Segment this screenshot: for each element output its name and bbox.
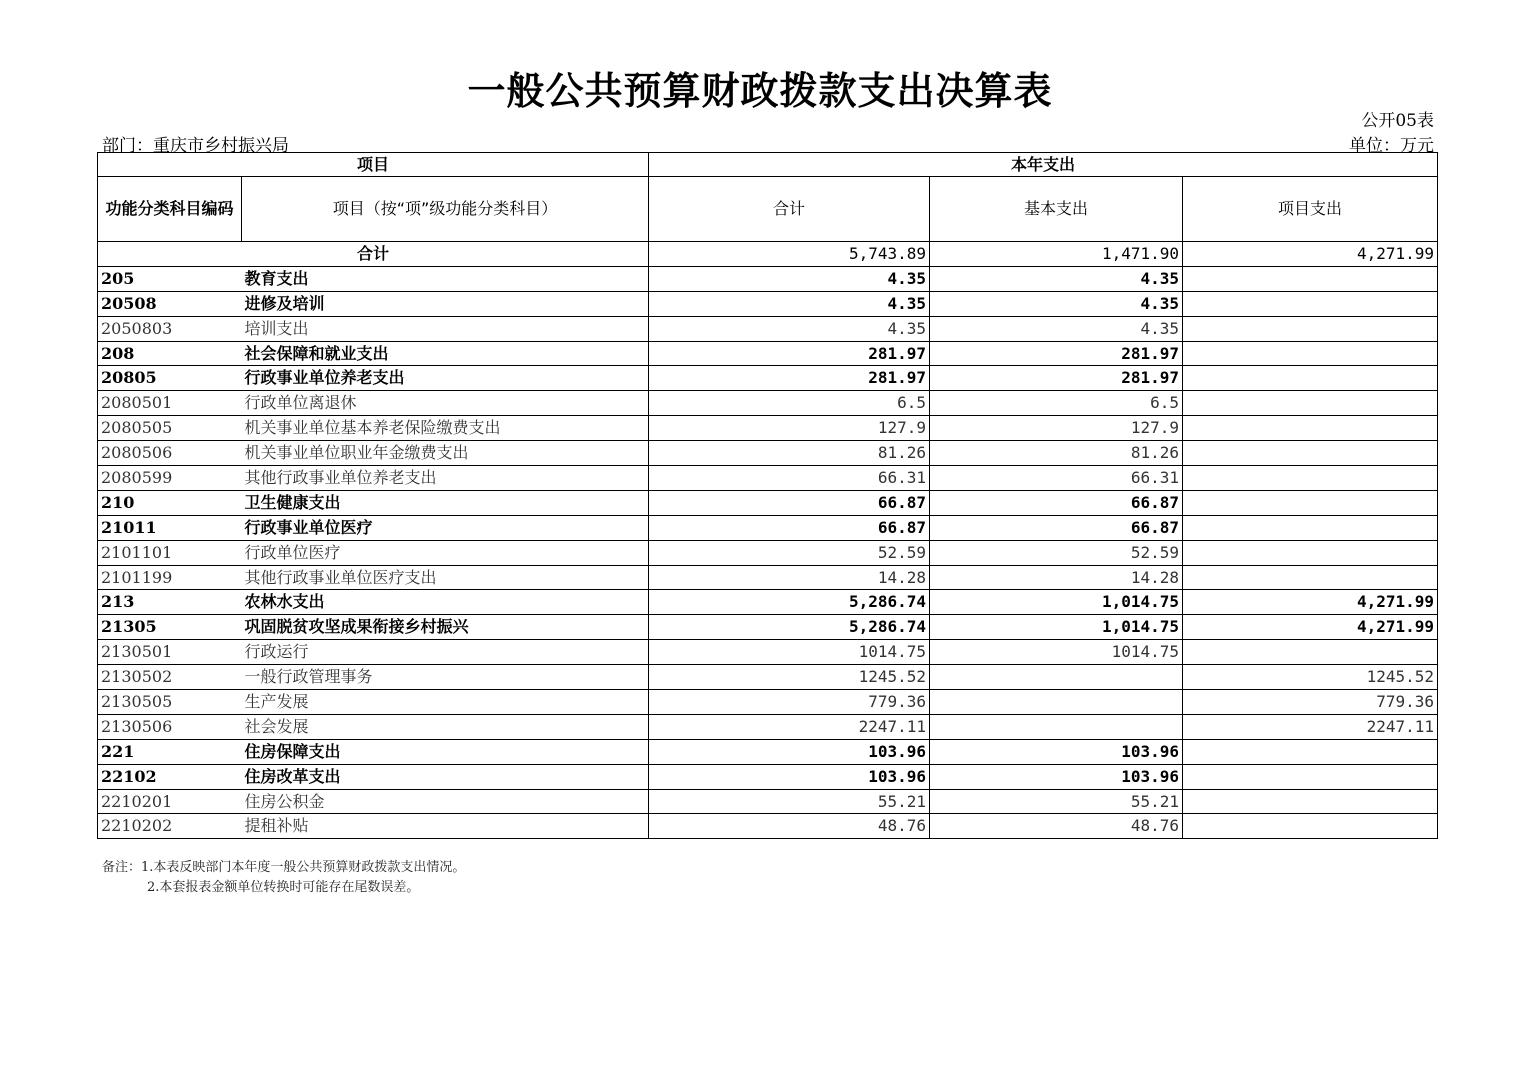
row-code: 221 <box>98 739 242 764</box>
row-name: 巩固脱贫攻坚成果衔接乡村振兴 <box>242 615 649 640</box>
row-basic: 66.31 <box>930 466 1183 491</box>
table-row <box>98 316 1438 341</box>
row-total: 5,286.74 <box>649 590 930 615</box>
table-row <box>98 266 1438 291</box>
row-total: 2247.11 <box>649 714 930 739</box>
note-2: 2.本套报表金额单位转换时可能存在尾数误差。 <box>147 880 420 895</box>
row-basic: 103.96 <box>930 764 1183 789</box>
row-project <box>1183 291 1438 316</box>
row-code: 20508 <box>98 291 242 316</box>
row-basic: 55.21 <box>930 789 1183 814</box>
row-name: 其他行政事业单位医疗支出 <box>242 565 649 590</box>
table-row <box>98 515 1438 540</box>
row-total: 66.87 <box>649 490 930 515</box>
row-name: 农林水支出 <box>242 590 649 615</box>
row-basic: 66.87 <box>930 490 1183 515</box>
row-code: 213 <box>98 590 242 615</box>
row-project <box>1183 739 1438 764</box>
row-code: 2210201 <box>98 789 242 814</box>
row-code: 210 <box>98 490 242 515</box>
row-code: 2101199 <box>98 565 242 590</box>
row-code: 2130505 <box>98 690 242 715</box>
row-project <box>1183 764 1438 789</box>
row-name: 住房保障支出 <box>242 739 649 764</box>
row-basic: 4.35 <box>930 266 1183 291</box>
row-name: 机关事业单位基本养老保险缴费支出 <box>242 416 649 441</box>
header-basic: 基本支出 <box>930 177 1183 242</box>
row-total: 66.87 <box>649 515 930 540</box>
header-total: 合计 <box>649 177 930 242</box>
row-total: 66.31 <box>649 466 930 491</box>
table-row <box>98 665 1438 690</box>
row-total: 1014.75 <box>649 640 930 665</box>
row-project: 2247.11 <box>1183 714 1438 739</box>
row-name: 生产发展 <box>242 690 649 715</box>
row-total: 6.5 <box>649 391 930 416</box>
row-project: 1245.52 <box>1183 665 1438 690</box>
row-project <box>1183 366 1438 391</box>
row-total: 81.26 <box>649 441 930 466</box>
row-project <box>1183 441 1438 466</box>
row-name: 行政事业单位养老支出 <box>242 366 649 391</box>
row-project <box>1183 316 1438 341</box>
row-code: 2130501 <box>98 640 242 665</box>
row-project <box>1183 814 1438 839</box>
row-code: 2080505 <box>98 416 242 441</box>
table-row <box>98 291 1438 316</box>
row-total: 1245.52 <box>649 665 930 690</box>
table-row <box>98 441 1438 466</box>
row-total: 48.76 <box>649 814 930 839</box>
table-row <box>98 615 1438 640</box>
row-code: 2080501 <box>98 391 242 416</box>
row-project <box>1183 640 1438 665</box>
row-total: 55.21 <box>649 789 930 814</box>
table-row <box>98 540 1438 565</box>
header-project-expense: 项目支出 <box>1183 177 1438 242</box>
row-project <box>1183 266 1438 291</box>
row-basic <box>930 665 1183 690</box>
row-project <box>1183 490 1438 515</box>
row-basic: 14.28 <box>930 565 1183 590</box>
row-name: 卫生健康支出 <box>242 490 649 515</box>
row-code: 21011 <box>98 515 242 540</box>
row-total: 14.28 <box>649 565 930 590</box>
row-project <box>1183 466 1438 491</box>
table-row <box>98 490 1438 515</box>
row-project: 4,271.99 <box>1183 615 1438 640</box>
row-name: 社会发展 <box>242 714 649 739</box>
total-label: 合计 <box>98 242 649 267</box>
table-row <box>98 789 1438 814</box>
row-name: 机关事业单位职业年金缴费支出 <box>242 441 649 466</box>
table-row <box>98 466 1438 491</box>
row-basic: 52.59 <box>930 540 1183 565</box>
row-basic: 127.9 <box>930 416 1183 441</box>
row-code: 20805 <box>98 366 242 391</box>
row-code: 2130502 <box>98 665 242 690</box>
row-code: 2050803 <box>98 316 242 341</box>
row-basic: 66.87 <box>930 515 1183 540</box>
row-total: 103.96 <box>649 739 930 764</box>
row-total: 4.35 <box>649 291 930 316</box>
header-project: 项目 <box>98 153 649 177</box>
row-project: 4,271.99 <box>1183 590 1438 615</box>
table-row <box>98 814 1438 839</box>
row-basic: 1014.75 <box>930 640 1183 665</box>
row-name: 一般行政管理事务 <box>242 665 649 690</box>
table-row <box>98 739 1438 764</box>
row-code: 2130506 <box>98 714 242 739</box>
row-code: 2101101 <box>98 540 242 565</box>
row-total: 281.97 <box>649 341 930 366</box>
table-row <box>98 341 1438 366</box>
page-title: 一般公共预算财政拨款支出决算表 <box>467 69 1053 113</box>
row-total: 779.36 <box>649 690 930 715</box>
row-project <box>1183 341 1438 366</box>
row-total: 4.35 <box>649 316 930 341</box>
row-name: 社会保障和就业支出 <box>242 341 649 366</box>
row-basic: 4.35 <box>930 316 1183 341</box>
table-row <box>98 714 1438 739</box>
total-project: 4,271.99 <box>1183 242 1438 267</box>
total-row <box>98 242 1438 267</box>
row-code: 2080599 <box>98 466 242 491</box>
row-basic: 1,014.75 <box>930 590 1183 615</box>
total-basic: 1,471.90 <box>930 242 1183 267</box>
header-row-1 <box>98 153 1438 177</box>
header-row-2 <box>98 177 1438 242</box>
row-basic <box>930 714 1183 739</box>
row-basic: 281.97 <box>930 366 1183 391</box>
header-code: 功能分类科目编码 <box>98 177 242 242</box>
row-name: 住房公积金 <box>242 789 649 814</box>
row-name: 行政单位离退休 <box>242 391 649 416</box>
row-code: 2080506 <box>98 441 242 466</box>
row-basic: 6.5 <box>930 391 1183 416</box>
row-project <box>1183 789 1438 814</box>
row-total: 127.9 <box>649 416 930 441</box>
table-row <box>98 565 1438 590</box>
row-name: 行政运行 <box>242 640 649 665</box>
row-code: 205 <box>98 266 242 291</box>
row-name: 行政事业单位医疗 <box>242 515 649 540</box>
table-row <box>98 416 1438 441</box>
row-project <box>1183 565 1438 590</box>
table-row <box>98 640 1438 665</box>
row-code: 2210202 <box>98 814 242 839</box>
row-code: 208 <box>98 341 242 366</box>
row-basic: 1,014.75 <box>930 615 1183 640</box>
unit-label: 单位：万元 <box>1349 136 1434 156</box>
row-total: 5,286.74 <box>649 615 930 640</box>
row-project <box>1183 391 1438 416</box>
department-label: 部门：重庆市乡村振兴局 <box>102 136 289 156</box>
row-project <box>1183 540 1438 565</box>
row-name: 培训支出 <box>242 316 649 341</box>
header-year-expense: 本年支出 <box>649 153 1438 177</box>
row-code: 22102 <box>98 764 242 789</box>
table-row <box>98 366 1438 391</box>
row-name: 进修及培训 <box>242 291 649 316</box>
table-row <box>98 764 1438 789</box>
budget-table <box>97 152 1438 839</box>
total-amount: 5,743.89 <box>649 242 930 267</box>
row-name: 行政单位医疗 <box>242 540 649 565</box>
row-basic: 4.35 <box>930 291 1183 316</box>
row-name: 住房改革支出 <box>242 764 649 789</box>
row-project <box>1183 515 1438 540</box>
table-row <box>98 391 1438 416</box>
row-total: 4.35 <box>649 266 930 291</box>
row-name: 教育支出 <box>242 266 649 291</box>
row-basic: 81.26 <box>930 441 1183 466</box>
row-name: 其他行政事业单位养老支出 <box>242 466 649 491</box>
row-total: 103.96 <box>649 764 930 789</box>
table-number: 公开05表 <box>1361 111 1434 131</box>
notes <box>102 858 465 898</box>
row-basic <box>930 690 1183 715</box>
table-row <box>98 590 1438 615</box>
row-basic: 103.96 <box>930 739 1183 764</box>
row-total: 281.97 <box>649 366 930 391</box>
note-1: 备注：1.本表反映部门本年度一般公共预算财政拨款支出情况。 <box>102 860 466 875</box>
row-basic: 48.76 <box>930 814 1183 839</box>
table-row <box>98 690 1438 715</box>
row-code: 21305 <box>98 615 242 640</box>
row-basic: 281.97 <box>930 341 1183 366</box>
row-total: 52.59 <box>649 540 930 565</box>
row-project <box>1183 416 1438 441</box>
header-item: 项目（按“项”级功能分类科目） <box>242 177 649 242</box>
row-project: 779.36 <box>1183 690 1438 715</box>
row-name: 提租补贴 <box>242 814 649 839</box>
